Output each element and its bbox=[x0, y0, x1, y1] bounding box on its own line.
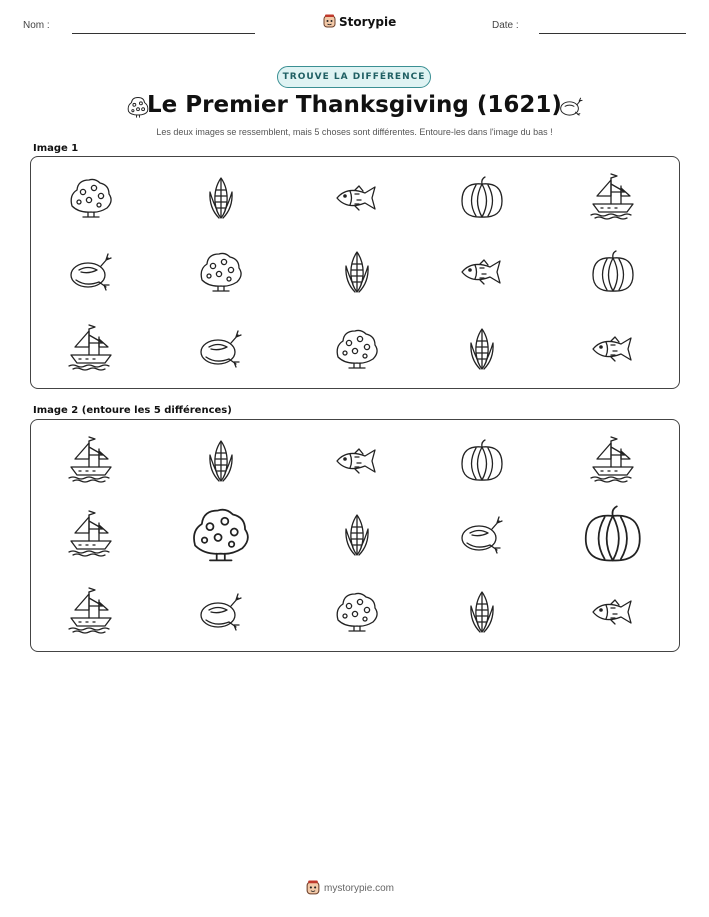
image2-turkey-icon[interactable] bbox=[457, 510, 507, 560]
image1-pumpkin-icon bbox=[588, 247, 638, 297]
image2-fish-icon[interactable] bbox=[588, 587, 638, 637]
date-label: Date : bbox=[492, 20, 519, 31]
brand-logo bbox=[323, 14, 396, 29]
image2-ship-icon[interactable] bbox=[588, 436, 638, 486]
storypie-mascot-icon bbox=[306, 880, 320, 896]
image1-label: Image 1 bbox=[33, 143, 79, 154]
image1-tree-icon bbox=[196, 247, 246, 297]
image2-pumpkin-icon[interactable] bbox=[457, 436, 507, 486]
image1-ship-icon bbox=[66, 324, 116, 374]
image2-pumpkin-icon[interactable] bbox=[579, 501, 647, 569]
image2-corn-icon[interactable] bbox=[196, 436, 246, 486]
image1-corn-icon bbox=[196, 173, 246, 223]
activity-badge-label: TROUVE LA DIFFÉRENCE bbox=[282, 72, 426, 82]
image2-corn-icon[interactable] bbox=[332, 510, 382, 560]
image1-corn-icon bbox=[332, 247, 382, 297]
image1-fish-icon bbox=[457, 247, 507, 297]
image1-fish-icon bbox=[332, 173, 382, 223]
image2-turkey-icon[interactable] bbox=[196, 587, 246, 637]
footer-url[interactable]: mystorypie.com bbox=[324, 882, 395, 894]
image1-turkey-icon bbox=[66, 247, 116, 297]
image2-corn-icon[interactable] bbox=[457, 587, 507, 637]
image2-fish-icon[interactable] bbox=[332, 436, 382, 486]
image2-ship-icon[interactable] bbox=[66, 587, 116, 637]
image1-turkey-icon bbox=[196, 324, 246, 374]
image2-ship-icon[interactable] bbox=[66, 436, 116, 486]
image1-tree-icon bbox=[66, 173, 116, 223]
image2-label: Image 2 (entoure les 5 différences) bbox=[33, 405, 232, 416]
name-line[interactable] bbox=[72, 33, 255, 34]
image1-panel bbox=[30, 156, 680, 389]
image1-fish-icon bbox=[588, 324, 638, 374]
activity-badge bbox=[277, 66, 431, 88]
date-line[interactable] bbox=[539, 33, 686, 34]
brand-name: Storypie bbox=[339, 14, 397, 29]
image2-panel[interactable] bbox=[30, 419, 680, 652]
image2-tree-icon[interactable] bbox=[187, 501, 255, 569]
storypie-mascot-icon bbox=[323, 14, 336, 29]
image1-ship-icon bbox=[588, 173, 638, 223]
image1-corn-icon bbox=[457, 324, 507, 374]
footer bbox=[306, 880, 394, 896]
image2-tree-icon[interactable] bbox=[332, 587, 382, 637]
image1-pumpkin-icon bbox=[457, 173, 507, 223]
image1-tree-icon bbox=[332, 324, 382, 374]
instructions-text: Les deux images se ressemblent, mais 5 choses sont différentes. Entoure-les dans l'image du bas ! bbox=[156, 127, 553, 137]
page-title: Le Premier Thanksgiving (1621) bbox=[147, 92, 562, 118]
image2-ship-icon[interactable] bbox=[66, 510, 116, 560]
title-turkey-icon bbox=[556, 95, 586, 119]
name-label: Nom : bbox=[23, 20, 50, 31]
